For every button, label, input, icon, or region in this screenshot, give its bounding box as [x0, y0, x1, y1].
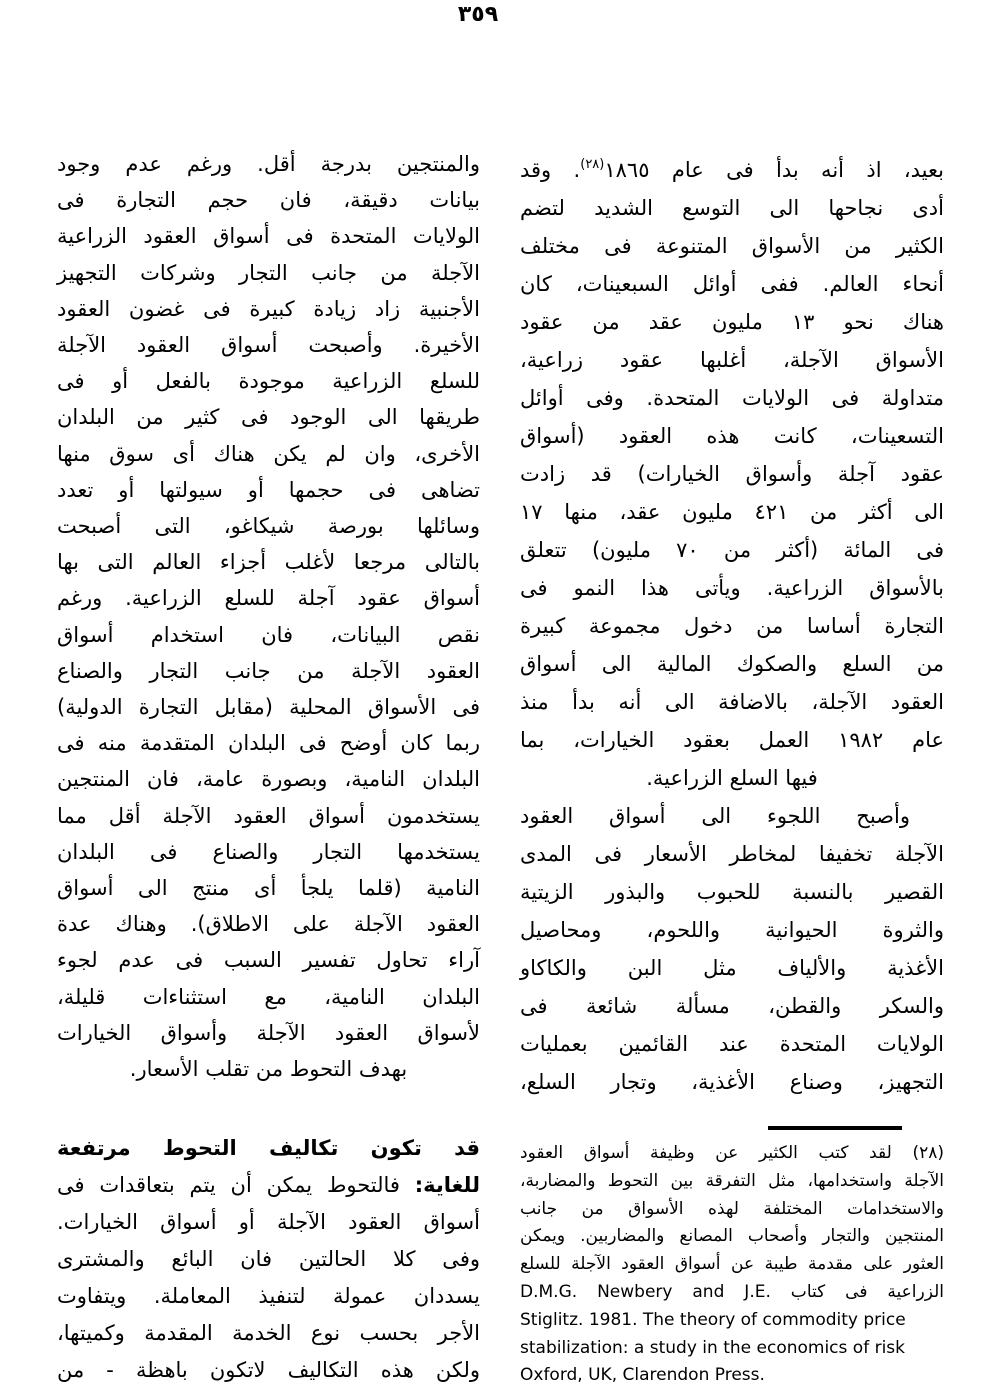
footnote-paragraph: [520, 1140, 944, 1390]
text-line: [57, 363, 480, 399]
text-run: والثروة الحيوانية واللحوم، ومحاصيل: [520, 918, 944, 942]
text-run: فالتحوط يمكن أن يتم بتعاقدات فى: [57, 1173, 415, 1197]
text-line: [57, 653, 480, 689]
text-line: [520, 189, 944, 227]
text-run: الزراعية فى كتاب: [770, 1281, 944, 1302]
text-run: الأخرى، وان لم يكن هناك أى سوق منها: [57, 441, 480, 466]
text-line: [520, 835, 944, 873]
text-line: [520, 607, 944, 645]
text-run: والاستخدامات المختلفة لهذه الأسواق من جانب: [520, 1198, 944, 1219]
text-run: والسكر والقطن، مسألة شائعة فى: [520, 994, 944, 1018]
text-line: [57, 218, 480, 254]
text-line: [520, 1335, 944, 1363]
text-line: [520, 1279, 944, 1307]
text-run: D.M.G. Newbery and J.E.: [520, 1281, 771, 1302]
text-line: [520, 873, 944, 911]
text-line: [520, 1025, 944, 1063]
text-line: [57, 1051, 480, 1087]
text-run: بعيد، اذ أنه بدأ فى عام ١٨٦٥: [604, 158, 944, 182]
text-run: أدى نجاحها الى التوسع الشديد لتضم: [520, 196, 944, 220]
text-run: البلدان النامية، مع استثناءات قليلة،: [57, 984, 480, 1009]
text-run: والمنتجين بدرجة أقل. ورغم عدم وجود: [57, 152, 480, 176]
text-run: البلدان النامية، وبصورة عامة، فان المنتجين: [57, 767, 480, 792]
text-run: الأغذية والألياف مثل البن والكاكاو: [520, 956, 944, 980]
text-line: [57, 906, 480, 942]
text-run: فى الأسواق المحلية (مقابل التجارة الدولية): [57, 695, 480, 720]
text-run: العقود الآجلة من جانب التجار والصناع: [57, 658, 480, 683]
text-line: [57, 146, 480, 182]
text-line: [520, 265, 944, 303]
text-line: [57, 834, 480, 870]
text-line: [57, 870, 480, 906]
text-line: [57, 399, 480, 435]
text-run: فيها السلع الزراعية.: [646, 766, 818, 790]
text-run: الآجلة من جانب التجار وشركات التجهيز: [57, 260, 480, 285]
text-run: للغاية:: [414, 1173, 480, 1197]
text-line: [520, 227, 944, 265]
text-run: Stiglitz. 1981. The theory of commodity price: [520, 1309, 906, 1330]
text-run: من السلع والصكوك المالية الى أسواق: [520, 652, 944, 676]
text-run: بيانات دقيقة، فان حجم التجارة فى: [57, 188, 480, 213]
text-line: [520, 797, 944, 835]
text-line: [520, 987, 944, 1025]
text-line: [520, 379, 944, 417]
text-line: [57, 1352, 480, 1389]
text-line: [57, 942, 480, 978]
left-column-bottom-section: [57, 1130, 480, 1389]
right-column: [520, 146, 944, 1101]
text-line: [57, 725, 480, 761]
text-run: العثور على مقدمة طيبة عن أسواق العقود الآجلة للسلع: [520, 1254, 944, 1275]
text-line: [520, 1362, 944, 1390]
page-number: ٣٥٩: [457, 2, 499, 27]
text-line: [520, 531, 944, 569]
text-run: التجارة أساسا من دخول مجموعة كبيرة: [520, 614, 944, 638]
text-line: [520, 1223, 944, 1251]
text-line: [520, 341, 944, 379]
right-column-paragraph-2: [520, 797, 944, 1101]
text-run: الأجنبية زاد زيادة كبيرة فى غضون العقود: [57, 296, 480, 321]
text-line: [57, 580, 480, 616]
footnote-separator: [768, 1126, 902, 1130]
text-run: (٢٨) لقد كتب الكثير عن وظيفة أسواق العقود: [520, 1143, 944, 1163]
text-line: [520, 455, 944, 493]
text-run: عام ١٩٨٢ العمل بعقود الخيارات، بما: [520, 728, 944, 752]
footnote: [520, 1140, 944, 1390]
text-run: النامية (قلما يلجأ أى منتج الى أسواق: [57, 876, 480, 901]
text-run: العقود الآجلة على الاطلاق). وهناك عدة: [57, 912, 480, 937]
text-run: يستخدمها التجار والصناع فى البلدان: [57, 839, 480, 864]
text-run: الآجلة واستخدامها، مثل التفرقة بين التحوط والمضاربة،: [520, 1170, 944, 1191]
text-run: القصير بالنسبة للحبوب والبذور الزيتية: [520, 880, 944, 904]
text-line: [520, 493, 944, 531]
text-run: بهدف التحوط من تقلب الأسعار.: [129, 1057, 408, 1082]
text-run: الولايات المتحدة فى أسواق العقود الزراعية: [57, 224, 480, 249]
text-run: الآجلة تخفيفا لمخاطر الأسعار فى المدى: [520, 842, 944, 866]
text-line: [520, 1196, 944, 1224]
text-line: [57, 508, 480, 544]
text-run: الولايات المتحدة عند القائمين بعمليات: [520, 1032, 944, 1056]
text-line: [520, 683, 944, 721]
text-run: الأجر بحسب نوع الخدمة المقدمة وكميتها،: [57, 1321, 480, 1345]
text-line: [520, 146, 944, 189]
text-run: وسائلها بورصة شيكاغو، التى أصبحت: [57, 514, 480, 539]
text-run: يستخدمون أسواق العقود الآجلة أقل مما: [57, 803, 480, 828]
text-line: [520, 1140, 944, 1168]
text-line: [57, 1204, 480, 1241]
text-run: متداولة فى الولايات المتحدة. وفى أوائل: [520, 386, 944, 410]
text-run: التسعينات، كانت هذه العقود (أسواق: [520, 424, 944, 448]
text-line: [57, 182, 480, 218]
text-line: [57, 1278, 480, 1315]
text-run: أسواق العقود الآجلة أو أسواق الخيارات.: [57, 1210, 480, 1234]
text-run: التجهيز، وصناع الأغذية، وتجار السلع،: [520, 1070, 944, 1094]
text-run: stabilization: a study in the economics of risk: [520, 1337, 905, 1358]
text-line: [57, 436, 480, 472]
text-run: بالتالى مرجعا لأغلب أجزاء العالم التى بها: [57, 550, 480, 575]
text-run: للسلع الزراعية موجودة بالفعل أو فى: [57, 369, 480, 394]
text-run: ربما كان أوضح فى البلدان المتقدمة منه فى: [57, 731, 480, 756]
text-line: [57, 327, 480, 363]
text-line: [57, 761, 480, 797]
text-run: أسواق عقود آجلة للسلع الزراعية. ورغم: [57, 586, 480, 611]
text-run: بالأسواق الزراعية. ويأتى هذا النمو فى: [520, 576, 944, 600]
text-line: [57, 1015, 480, 1051]
text-run: قد تكون تكاليف التحوط مرتفعة: [57, 1136, 480, 1160]
text-line: [57, 617, 480, 653]
text-run: طريقها الى الوجود فى كثير من البلدان: [57, 405, 480, 430]
text-run: الأسواق الآجلة، أغلبها عقود زراعية،: [520, 348, 944, 372]
text-run: العقود الآجلة، بالاضافة الى أنه بدأ منذ: [520, 690, 944, 714]
text-run: أنحاء العالم. ففى أوائل السبعينات، كان: [520, 272, 944, 296]
text-line: [57, 472, 480, 508]
text-line: [57, 255, 480, 291]
text-line: [57, 544, 480, 580]
text-line: [520, 1168, 944, 1196]
left-column: [57, 146, 480, 1087]
text-line: [57, 1130, 480, 1167]
text-run: يسددان عمولة لتنفيذ المعاملة. ويتفاوت: [57, 1284, 480, 1308]
text-run: الكثير من الأسواق المتنوعة فى مختلف: [520, 234, 944, 258]
text-line: [520, 721, 944, 759]
text-line: [520, 949, 944, 987]
text-line: [57, 1167, 480, 1204]
text-line: [520, 569, 944, 607]
text-line: [57, 798, 480, 834]
text-run: وفى كلا الحالتين فان البائع والمشترى: [57, 1247, 480, 1271]
text-run: المنتجين والتجار وأصحاب المصانع والمضاربين. ويمكن: [520, 1226, 944, 1247]
text-run: Oxford, UK, Clarendon Press.: [520, 1365, 765, 1386]
text-line: [57, 689, 480, 725]
text-run: هناك نحو ١٣ مليون عقد من عقود: [520, 310, 944, 334]
text-run: فى المائة (أكثر من ٧٠ مليون) تتعلق: [520, 538, 944, 562]
text-line: [520, 1251, 944, 1279]
right-column-paragraph-1: [520, 146, 944, 797]
text-run: وأصبح اللجوء الى أسواق العقود: [520, 804, 910, 828]
text-run: (٢٨): [580, 157, 605, 172]
text-line: [520, 1307, 944, 1335]
section-heading-and-paragraph: [57, 1130, 480, 1389]
text-run: . وقد: [520, 158, 581, 182]
text-line: [520, 417, 944, 455]
text-run: الى أكثر من ٤٢١ مليون عقد، منها ١٧: [520, 500, 944, 524]
text-line: [57, 1315, 480, 1352]
text-line: [520, 1063, 944, 1101]
text-run: تضاهى فى حجمها أو سيولتها أو تعدد: [57, 477, 480, 502]
text-line: [57, 291, 480, 327]
left-column-paragraph: [57, 146, 480, 1087]
text-line: [520, 303, 944, 341]
text-run: الأخيرة. وأصبحت أسواق العقود الآجلة: [57, 333, 480, 358]
text-run: لأسواق العقود الآجلة وأسواق الخيارات: [57, 1020, 480, 1045]
text-line: [57, 1241, 480, 1278]
text-line: [520, 759, 944, 797]
text-line: [520, 645, 944, 683]
text-run: نقص البيانات، فان استخدام أسواق: [57, 622, 480, 647]
text-run: ولكن هذه التكاليف لاتكون باهظة - من: [57, 1358, 480, 1382]
text-line: [57, 979, 480, 1015]
text-run: عقود آجلة وأسواق الخيارات) قد زادت: [520, 462, 944, 486]
text-line: [520, 911, 944, 949]
text-run: آراء تحاول تفسير السبب فى عدم لجوء: [57, 948, 480, 973]
